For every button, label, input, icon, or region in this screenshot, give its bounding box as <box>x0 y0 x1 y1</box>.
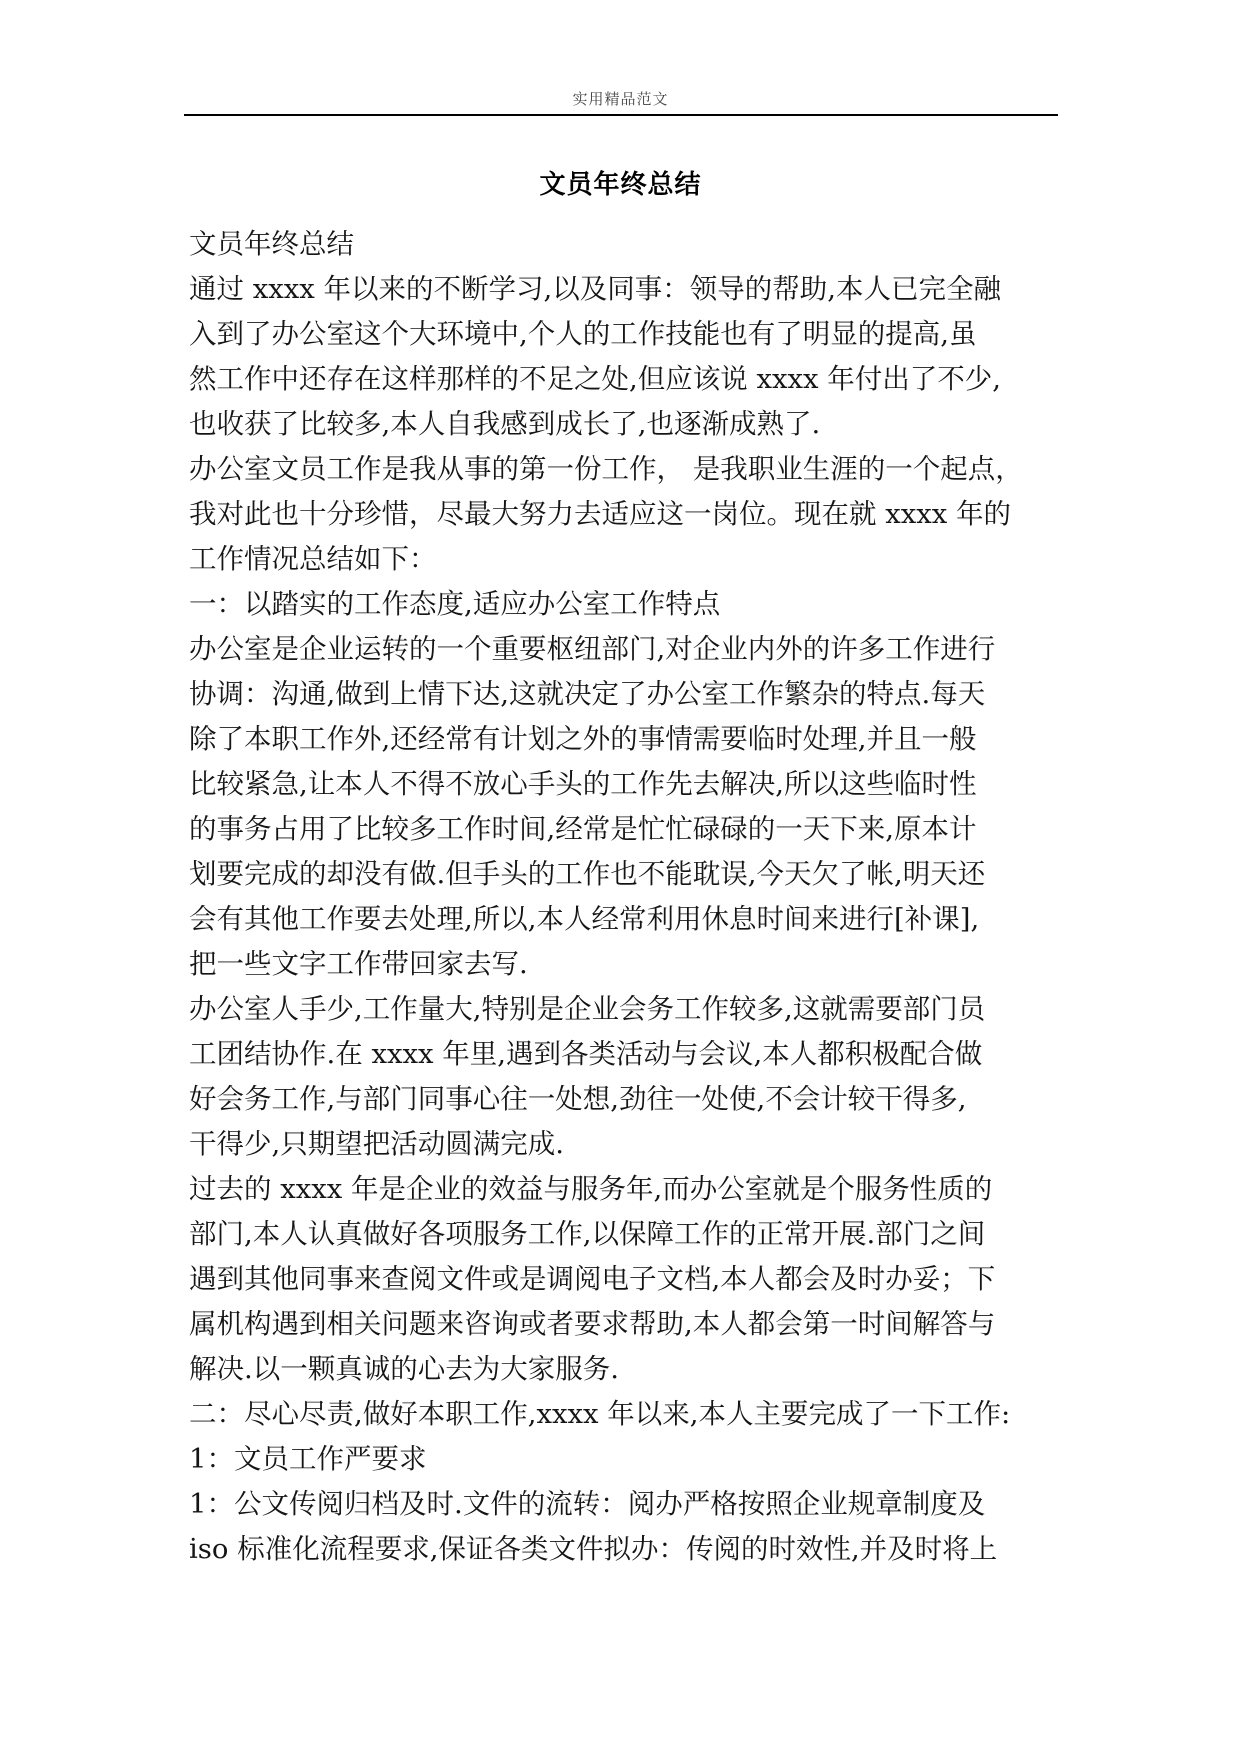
body-line: 遇到其他同事来查阅文件或是调阅电子文档,本人都会及时办妥；下 <box>189 1263 996 1295</box>
header-divider <box>184 114 1058 116</box>
document-body <box>189 222 1069 1572</box>
body-line: 部门,本人认真做好各项服务工作,以保障工作的正常开展.部门之间 <box>189 1218 986 1250</box>
body-line: 比较紧急,让本人不得不放心手头的工作先去解决,所以这些临时性 <box>189 768 977 800</box>
running-header: 实用精品范文 <box>572 90 669 108</box>
body-line: 把一些文字工作带回家去写. <box>189 948 528 980</box>
body-line: 划要完成的却没有做.但手头的工作也不能耽误,今天欠了帐,明天还 <box>189 858 986 890</box>
body-line: iso 标准化流程要求,保证各类文件拟办：传阅的时效性,并及时将上 <box>189 1533 998 1565</box>
body-line: 好会务工作,与部门同事心往一处想,劲往一处使,不会计较干得多, <box>189 1083 967 1115</box>
body-line: 然工作中还存在这样那样的不足之处,但应该说 xxxx 年付出了不少, <box>189 363 1001 395</box>
body-line: 属机构遇到相关问题来咨询或者要求帮助,本人都会第一时间解答与 <box>189 1308 996 1340</box>
body-line: 办公室人手少,工作量大,特别是企业会务工作较多,这就需要部门员 <box>189 993 986 1025</box>
body-line: 入到了办公室这个大环境中,个人的工作技能也有了明显的提高,虽 <box>189 318 977 350</box>
body-line: 通过 xxxx 年以来的不断学习,以及同事：领导的帮助,本人已完全融 <box>189 273 1001 305</box>
body-line: 1：公文传阅归档及时.文件的流转：阅办严格按照企业规章制度及 <box>189 1488 986 1520</box>
body-line: 解决.以一颗真诚的心去为大家服务. <box>189 1353 619 1385</box>
subheading-line: 1：文员工作严要求 <box>189 1443 427 1475</box>
section-heading-line: 二：尽心尽责,做好本职工作,xxxx 年以来,本人主要完成了一下工作: <box>189 1398 1011 1430</box>
body-line: 我对此也十分珍惜，尽最大努力去适应这一岗位。现在就 xxxx 年的 <box>189 498 1012 530</box>
body-line: 办公室文员工作是我从事的第一份工作， 是我职业生涯的一个起点， <box>189 453 1023 485</box>
body-line: 工作情况总结如下： <box>189 543 437 575</box>
body-line: 办公室是企业运转的一个重要枢纽部门,对企业内外的许多工作进行 <box>189 633 996 665</box>
body-line: 会有其他工作要去处理,所以,本人经常利用休息时间来进行[补课], <box>189 903 980 935</box>
document-title: 文员年终总结 <box>539 170 702 200</box>
body-line: 的事务占用了比较多工作时间,经常是忙忙碌碌的一天下来,原本计 <box>189 813 977 845</box>
body-line: 除了本职工作外,还经常有计划之外的事情需要临时处理,并且一般 <box>189 723 977 755</box>
body-line: 也收获了比较多,本人自我感到成长了,也逐渐成熟了. <box>189 408 821 440</box>
body-line: 文员年终总结 <box>189 228 354 260</box>
body-line: 协调：沟通,做到上情下达,这就决定了办公室工作繁杂的特点.每天 <box>189 678 986 710</box>
section-heading-line: 一：以踏实的工作态度,适应办公室工作特点 <box>189 588 721 620</box>
body-line: 干得少,只期望把活动圆满完成. <box>189 1128 564 1160</box>
body-line: 过去的 xxxx 年是企业的效益与服务年,而办公室就是个服务性质的 <box>189 1173 993 1205</box>
body-line: 工团结协作.在 xxxx 年里,遇到各类活动与会议,本人都积极配合做 <box>189 1038 983 1070</box>
